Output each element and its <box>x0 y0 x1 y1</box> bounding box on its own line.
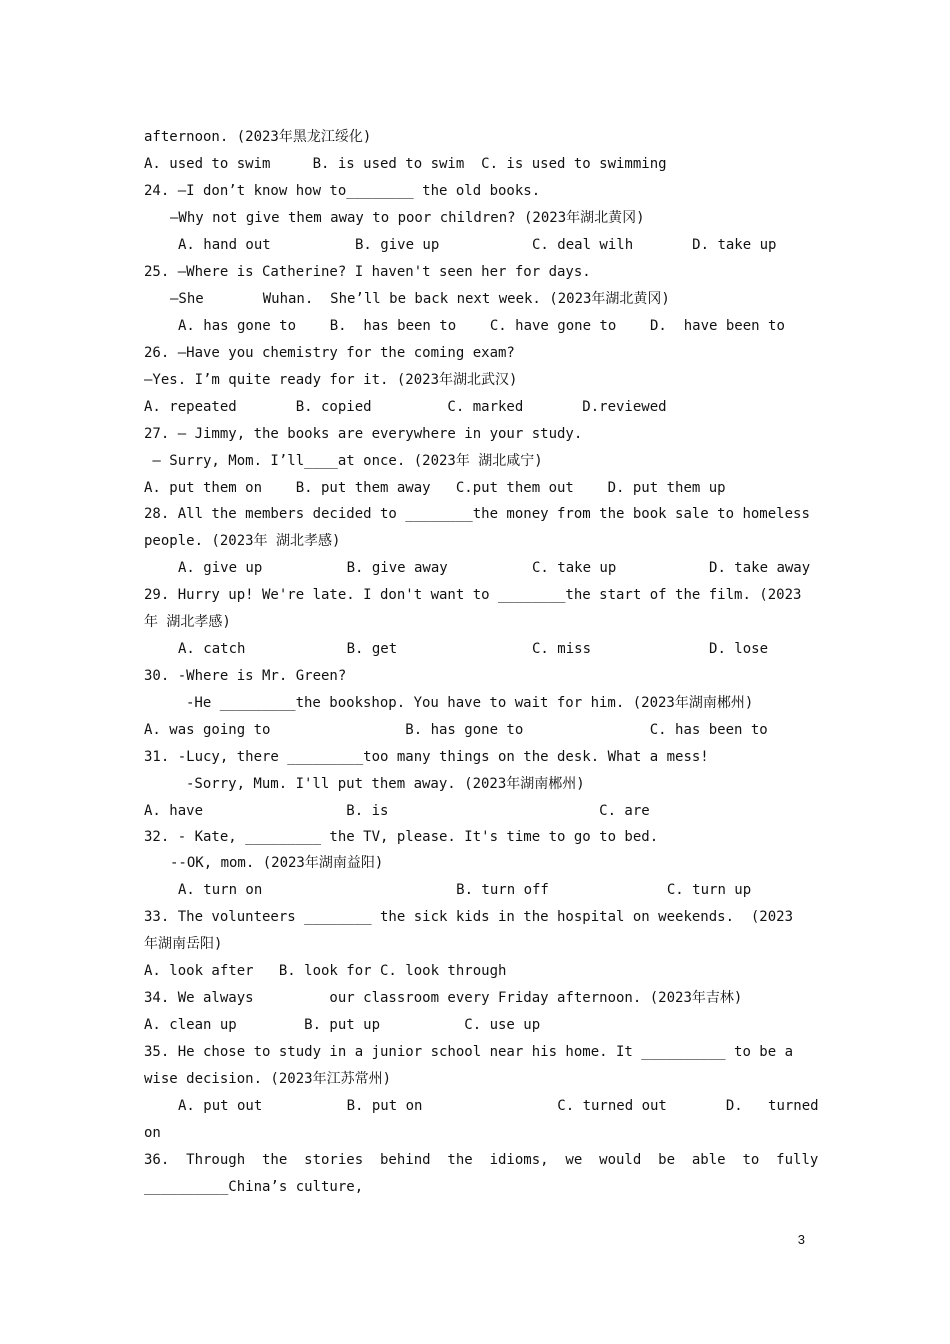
question-30: 30. -Where is Mr. Green? <box>144 668 347 684</box>
question-36: 36. Through the stories behind the idioms, we would be able to fully <box>144 1152 819 1168</box>
answer-options: A. turn on B. turn off C. turn up <box>178 882 752 898</box>
question-25: 25. —Where is Catherine? I haven't seen her for days. <box>144 264 591 280</box>
text-line: people. (2023年 湖北孝感) <box>144 533 341 549</box>
text-line: —Why not give them away to poor children? (2023年湖北黄冈) <box>170 210 645 226</box>
question-34: 34. We always our classroom every Friday afternoon. (2023年吉林) <box>144 990 743 1006</box>
question-27: 27. — Jimmy, the books are everywhere in your study. <box>144 426 583 442</box>
question-33: 33. The volunteers ________ the sick kids in the hospital on weekends. (2023 <box>144 909 794 925</box>
question-28: 28. All the members decided to ________the money from the book sale to homeless <box>144 506 810 522</box>
text-line: wise decision. (2023年江苏常州) <box>144 1071 392 1087</box>
text-line: on <box>144 1125 161 1141</box>
page-number: 3 <box>797 1232 805 1247</box>
question-26: 26. —Have you chemistry for the coming exam? <box>144 345 515 361</box>
text-line: —Yes. I’m quite ready for it. (2023年湖北武汉) <box>144 372 518 388</box>
text-line: —She Wuhan. She’ll be back next week. (2023年湖北黄冈) <box>170 291 670 307</box>
answer-options: A. used to swim B. is used to swim C. is used to swimming <box>144 156 667 172</box>
text-line: --OK, mom. (2023年湖南益阳) <box>170 855 384 871</box>
text-line: 年 湖北孝感) <box>144 614 231 630</box>
answer-options: A. put them on B. put them away C.put them out D. put them up <box>144 480 726 496</box>
question-24: 24. —I don’t know how to________ the old books. <box>144 183 541 199</box>
text-line: — Surry, Mom. I’ll____at once. (2023年 湖北咸宁) <box>144 453 543 469</box>
answer-options: A. put out B. put on C. turned out D. turned <box>178 1098 819 1114</box>
text-line: afternoon. (2023年黑龙江绥化) <box>144 129 372 145</box>
answer-options: A. clean up B. put up C. use up <box>144 1017 541 1033</box>
text-line: -He _________the bookshop. You have to wait for him. (2023年湖南郴州) <box>186 695 754 711</box>
answer-options: A. give up B. give away C. take up D. take away <box>178 560 811 576</box>
answer-options: A. catch B. get C. miss D. lose <box>178 641 769 657</box>
text-line: -Sorry, Mum. I'll put them away. (2023年湖南郴州) <box>186 776 585 792</box>
text-line: __________China’s culture, <box>144 1179 364 1195</box>
answer-options: A. have B. is C. are <box>144 803 650 819</box>
question-29: 29. Hurry up! We're late. I don't want to ________the start of the film. (2023 <box>144 587 802 603</box>
answer-options: A. look after B. look for C. look through <box>144 963 507 979</box>
answer-options: A. has gone to B. has been to C. have gone to D. have been to <box>178 318 785 334</box>
text-line: 年湖南岳阳) <box>144 936 223 952</box>
answer-options: A. hand out B. give up C. deal wilh D. take up <box>178 237 777 253</box>
question-32: 32. - Kate, _________ the TV, please. It's time to go to bed. <box>144 829 659 845</box>
question-35: 35. He chose to study in a junior school near his home. It __________ to be a <box>144 1044 794 1060</box>
question-31: 31. -Lucy, there _________too many things on the desk. What a mess! <box>144 749 709 765</box>
answer-options: A. was going to B. has gone to C. has been to <box>144 722 768 738</box>
answer-options: A. repeated B. copied C. marked D.reviewed <box>144 399 667 415</box>
